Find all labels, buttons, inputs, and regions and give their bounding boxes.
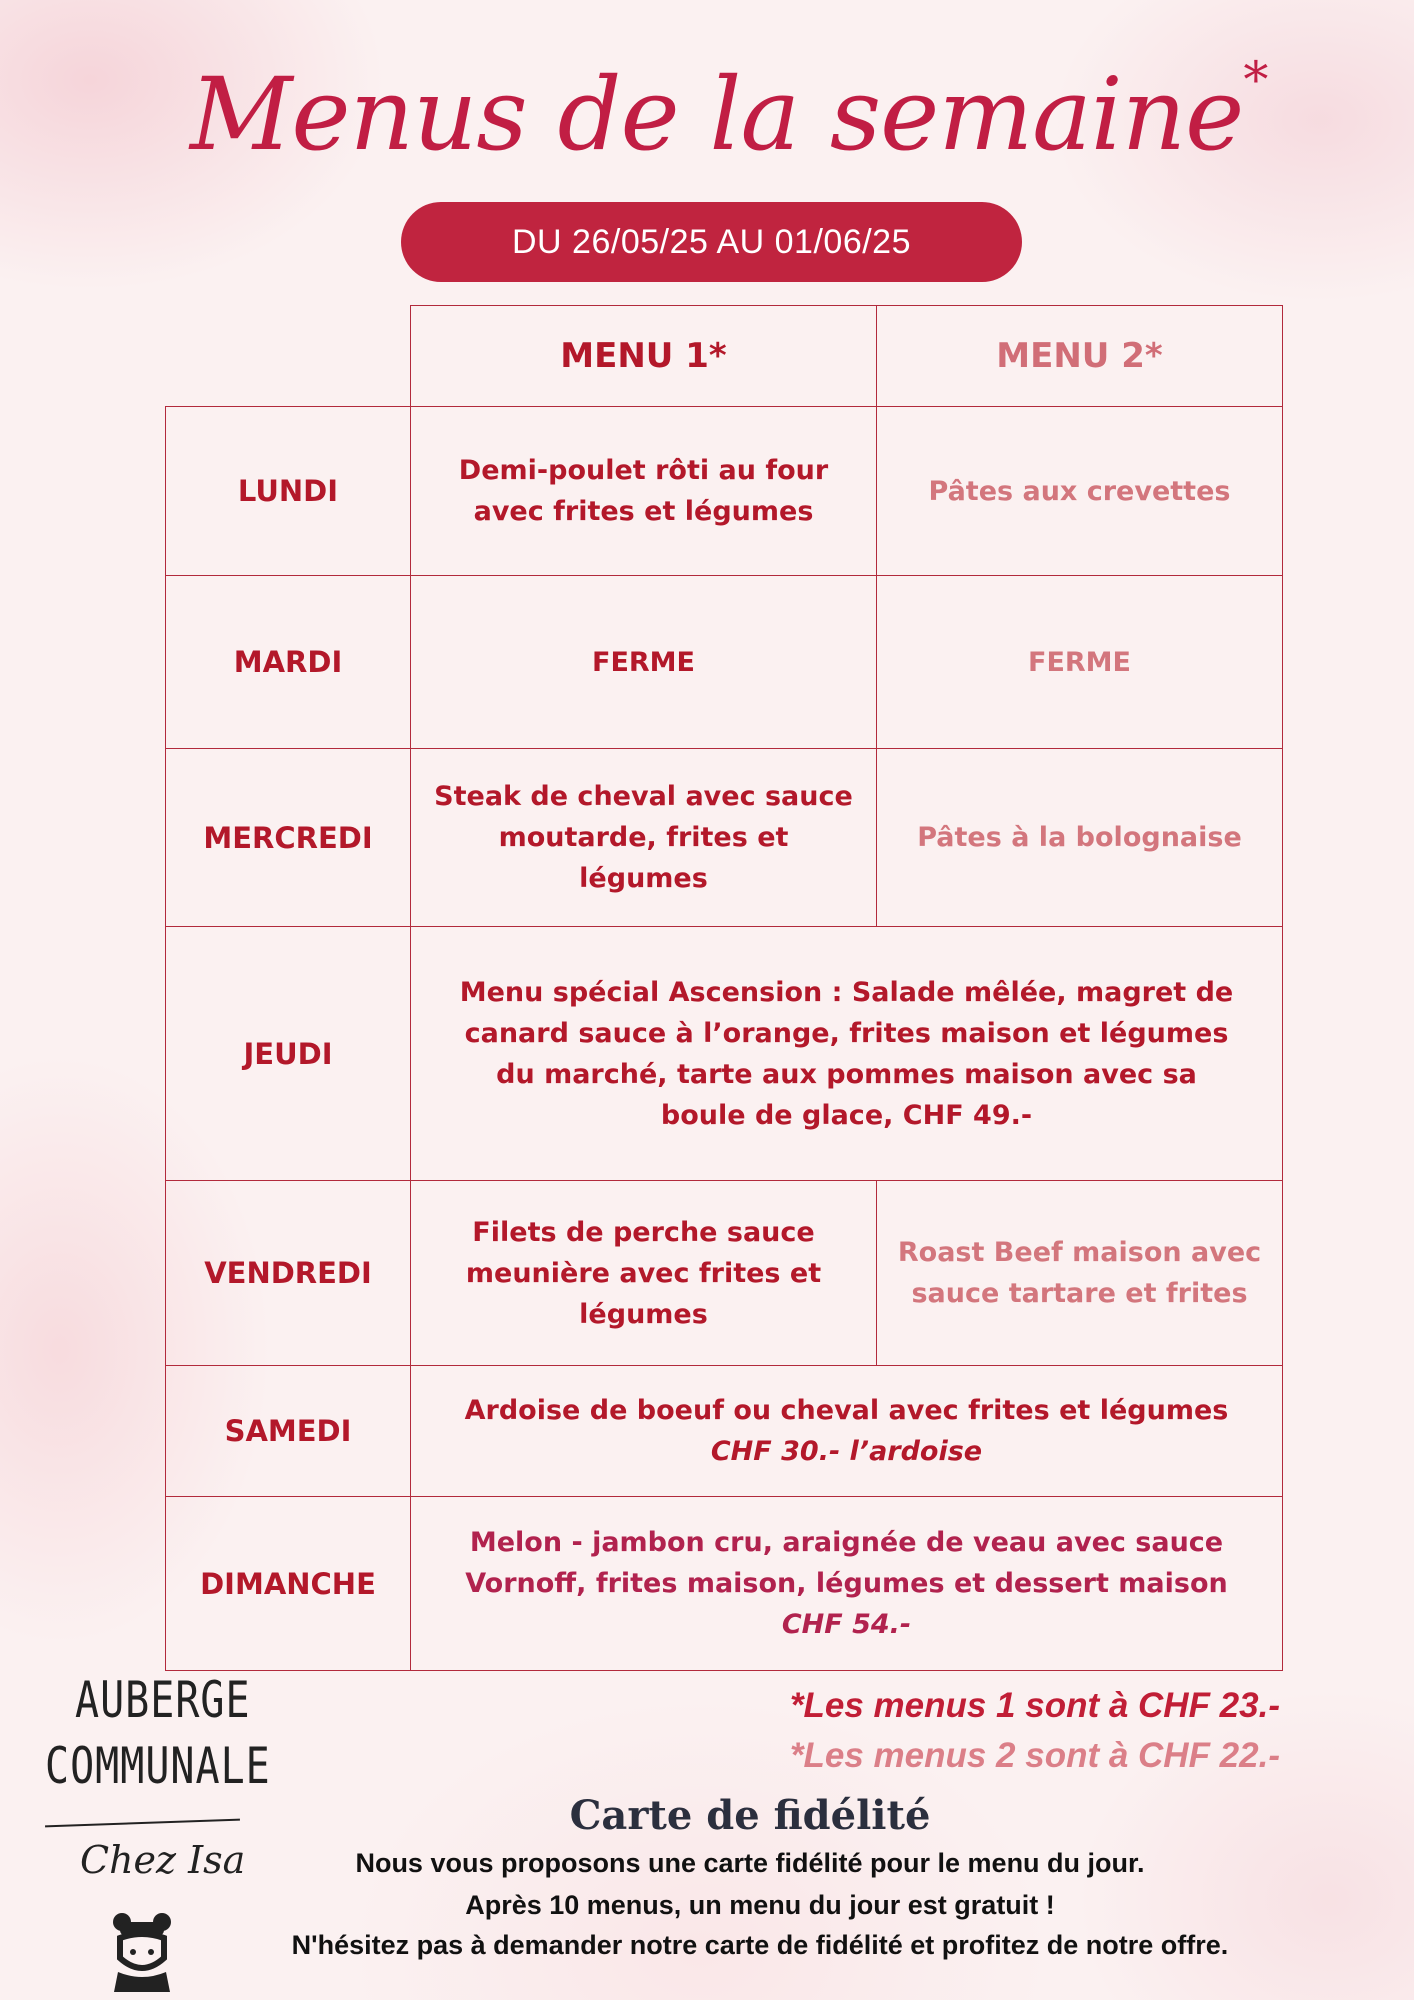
page-title: Menus de la semaine* [190, 51, 1268, 173]
chef-icon [108, 1912, 176, 1992]
loyalty-line2: Après 10 menus, un menu du jour est gratuit ! [465, 1890, 1055, 1920]
day-samedi: SAMEDI [165, 1365, 411, 1497]
lundi-menu2: Pâtes aux crevettes [876, 406, 1283, 576]
samedi-price: CHF 30.- l’ardoise [710, 1436, 983, 1467]
brand-divider [45, 1819, 240, 1828]
lundi-menu1: Demi-poulet rôti au four avec frites et légumes [410, 406, 877, 576]
day-mercredi: MERCREDI [165, 748, 411, 927]
day-mardi: MARDI [165, 575, 411, 749]
brand-line1: AUBERGE [75, 1672, 251, 1730]
price-menu2: *Les menus 2 sont à CHF 22.- [789, 1736, 1280, 1775]
date-range-badge: DU 26/05/25 AU 01/06/25 [401, 202, 1022, 282]
loyalty-line3: N'hésitez pas à demander notre carte de fidélité et profitez de notre offre. [291, 1930, 1229, 1960]
brand-line2: COMMUNALE [45, 1738, 271, 1796]
vendredi-menu2: Roast Beef maison avec sauce tartare et frites [876, 1180, 1283, 1366]
loyalty-line1: Nous vous proposons une carte fidélité pour le menu du jour. [355, 1848, 1145, 1878]
dimanche-special-menu: Melon - jambon cru, araignée de veau avec sauce Vornoff, frites maison, légumes et dessert maison CHF 54.- [410, 1496, 1283, 1671]
day-dimanche: DIMANCHE [165, 1496, 411, 1671]
header-menu2: MENU 2* [876, 305, 1283, 407]
mardi-menu2: FERME [876, 575, 1283, 749]
title-asterisk: * [1243, 51, 1268, 109]
samedi-special-menu: Ardoise de boeuf ou cheval avec frites et légumes CHF 30.- l’ardoise [410, 1365, 1283, 1497]
brand-line3: Chez Isa [80, 1838, 246, 1882]
mardi-menu1: FERME [410, 575, 877, 749]
dimanche-price: CHF 54.- [781, 1609, 912, 1640]
loyalty-title: Carte de fidélité [569, 1792, 931, 1839]
price-menu1: *Les menus 1 sont à CHF 23.- [789, 1686, 1280, 1725]
day-jeudi: JEUDI [165, 926, 411, 1181]
mercredi-menu2: Pâtes à la bolognaise [876, 748, 1283, 927]
vendredi-menu1: Filets de perche sauce meunière avec frites et légumes [410, 1180, 877, 1366]
day-vendredi: VENDREDI [165, 1180, 411, 1366]
mercredi-menu1: Steak de cheval avec sauce moutarde, frites et légumes [410, 748, 877, 927]
day-lundi: LUNDI [165, 406, 411, 576]
jeudi-special-menu: Menu spécial Ascension : Salade mêlée, magret de canard sauce à l’orange, frites maison et légumes du marché, tarte aux pommes maison avec sa boule de glace, CHF 49.- [410, 926, 1283, 1181]
header-menu1: MENU 1* [410, 305, 877, 407]
